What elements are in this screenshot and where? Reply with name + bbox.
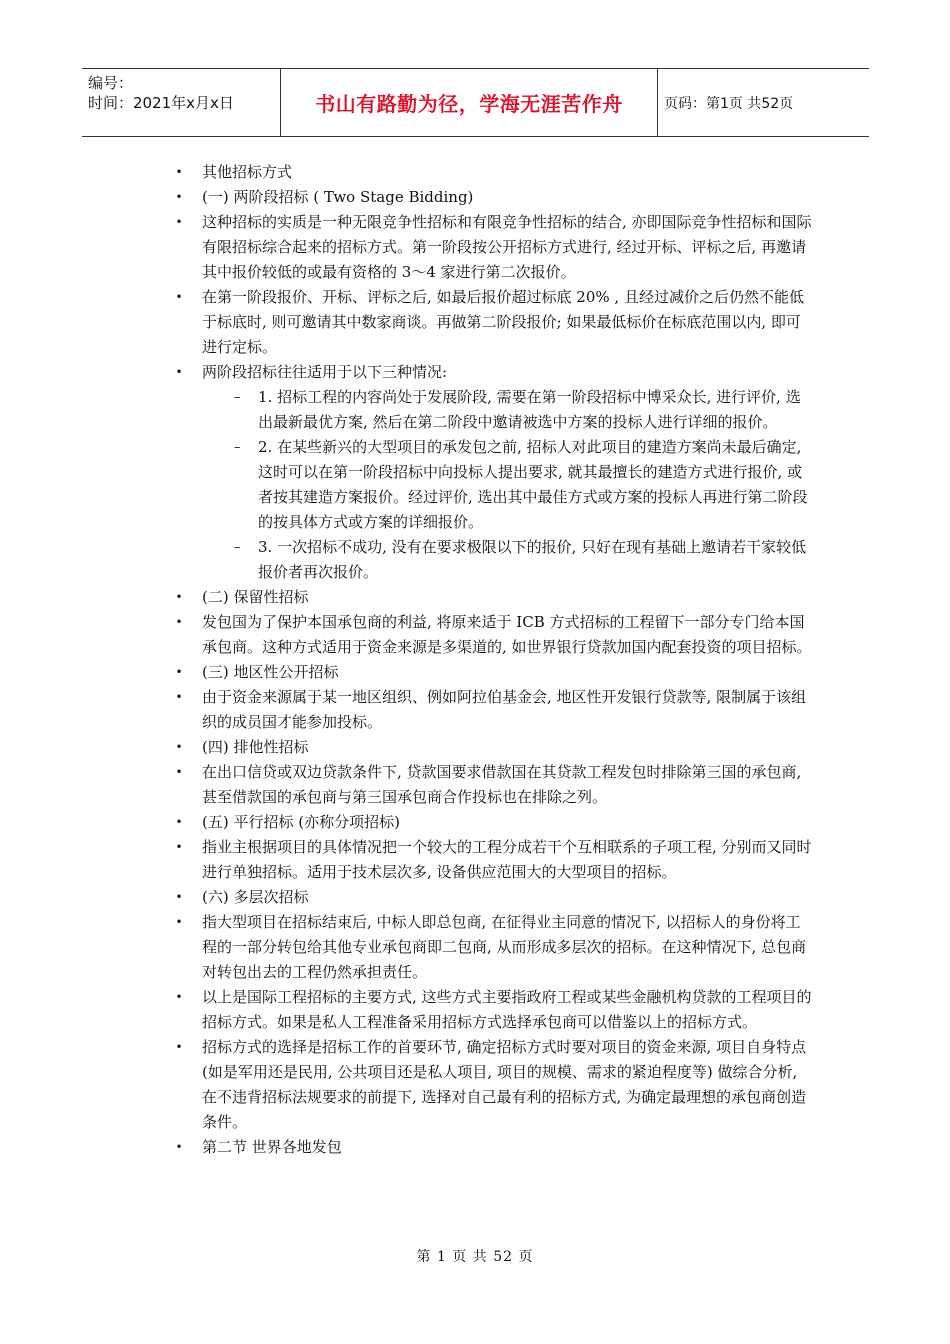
list-item	[172, 360, 812, 385]
bullet-icon: •	[175, 990, 183, 1004]
list-item	[172, 285, 812, 360]
bullet-icon: •	[175, 215, 183, 229]
bullet-icon: •	[175, 765, 183, 779]
list-item	[172, 210, 812, 285]
dash-icon: –	[234, 390, 241, 405]
list-item-text: (五) 平行招标 (亦称分项招标)	[202, 813, 400, 831]
bullet-icon: •	[175, 290, 183, 304]
dash-icon: –	[234, 540, 241, 555]
list-item	[172, 810, 812, 835]
list-item-text: (四) 排他性招标	[202, 738, 309, 756]
list-item	[172, 585, 812, 610]
bullet-icon: •	[175, 840, 183, 854]
list-item	[172, 910, 812, 985]
list-item-text: 两阶段招标往往适用于以下三种情况:	[202, 363, 448, 381]
sub-list-item	[172, 435, 812, 535]
list-item-text: (二) 保留性招标	[202, 588, 309, 606]
list-item-text: 这种招标的实质是一种无限竞争性招标和有限竞争性招标的结合, 亦即国际竞争性招标和国际有限招标综合起来的招标方式。第一阶段按公开招标方式进行, 经过开标、评标之后, 再邀请其中报价较低的或最有资格的 3～4 家进行第二次报价。	[202, 213, 812, 281]
bullet-icon: •	[175, 1040, 183, 1054]
list-item	[172, 985, 812, 1035]
bullet-icon: •	[175, 590, 183, 604]
list-item	[172, 760, 812, 810]
list-item	[172, 685, 812, 735]
list-item	[172, 660, 812, 685]
number-label: 编号：	[88, 74, 134, 92]
bullet-icon: •	[175, 890, 183, 904]
page-footer: 第 1 页 共 52 页	[416, 1249, 534, 1265]
document-body	[172, 160, 812, 1160]
sub-list-item	[172, 535, 812, 585]
sub-list-item-text: 3. 一次招标不成功, 没有在要求极限以下的报价, 只好在现有基础上邀请若干家较低报价者再次报价。	[258, 538, 807, 581]
list-item-text: (六) 多层次招标	[202, 888, 309, 906]
header-page-info: 页码：第1页 共52页	[664, 95, 794, 112]
bullet-icon: •	[175, 740, 183, 754]
list-item	[172, 1135, 812, 1160]
list-item	[172, 1035, 812, 1135]
sub-list-item-text: 2. 在某些新兴的大型项目的承发包之前, 招标人对此项目的建造方案尚未最后确定, 这时可以在第一阶段招标中向投标人提出要求, 就其最擅长的建造方式进行报价, 或者按其建造方案报价。经过评价, 选出其中最佳方式或方案的投标人再进行第二阶段的按具体方式或方案的详细报价。	[258, 438, 808, 531]
list-item-text: 指业主根据项目的具体情况把一个较大的工程分成若干个互相联系的子项工程, 分别而又同时进行单独招标。适用于技术层次多, 设备供应范围大的大型项目的招标。	[202, 838, 812, 881]
bullet-icon: •	[175, 690, 183, 704]
list-item	[172, 610, 812, 660]
list-item	[172, 735, 812, 760]
page-header	[82, 68, 869, 137]
list-item-text: 以上是国际工程招标的主要方式, 这些方式主要指政府工程或某些金融机构贷款的工程项目的招标方式。如果是私人工程准备采用招标方式选择承包商可以借鉴以上的招标方式。	[202, 988, 812, 1031]
bullet-icon: •	[175, 665, 183, 679]
list-item	[172, 160, 812, 185]
bullet-icon: •	[175, 165, 183, 179]
list-item	[172, 835, 812, 885]
list-item-text: 由于资金来源属于某一地区组织、例如阿拉伯基金会, 地区性开发银行贷款等, 限制属于该组织的成员国才能参加投标。	[202, 688, 807, 731]
bullet-icon: •	[175, 815, 183, 829]
list-item-text: 发包国为了保护本国承包商的利益, 将原来适于 ICB 方式招标的工程留下一部分专门给本国承包商。这种方式适用于资金来源是多渠道的, 如世界银行贷款加国内配套投资的项目招标。	[202, 613, 812, 656]
list-item-text: 在第一阶段报价、开标、评标之后, 如最后报价超过标底 20% , 且经过减价之后仍然不能低于标底时, 则可邀请其中数家商谈。再做第二阶段报价; 如果最低标价在标底范围以内, 即可进行定标。	[202, 288, 804, 356]
list-item-text: 在出口信贷或双边贷款条件下, 贷款国要求借款国在其贷款工程发包时排除第三国的承包商, 甚至借款国的承包商与第三国承包商合作投标也在排除之列。	[202, 763, 802, 806]
bullet-icon: •	[175, 915, 183, 929]
list-item-text: (三) 地区性公开招标	[202, 663, 339, 681]
list-item-text: (一) 两阶段招标 ( Two Stage Bidding)	[202, 188, 474, 206]
time-label: 时间：2021年x月x日	[88, 94, 234, 112]
list-item	[172, 185, 812, 210]
header-motto: 书山有路勤为径，学海无涯苦作舟	[281, 69, 658, 136]
bullet-icon: •	[175, 190, 183, 204]
sub-list-item	[172, 385, 812, 435]
list-item-text: 指大型项目在招标结束后, 中标人即总包商, 在征得业主同意的情况下, 以招标人的身份将工程的一部分转包给其他专业承包商即二包商, 从而形成多层次的招标。在这种情况下, 总包商对转包出去的工程仍然承担责任。	[202, 913, 807, 981]
dash-icon: –	[234, 440, 241, 455]
list-item	[172, 885, 812, 910]
sub-list-item-text: 1. 招标工程的内容尚处于发展阶段, 需要在第一阶段招标中博采众长, 进行评价, 选出最新最优方案, 然后在第二阶段中邀请被选中方案的投标人进行详细的报价。	[258, 388, 801, 431]
list-item-text: 其他招标方式	[202, 163, 293, 181]
list-item-text: 第二节 世界各地发包	[202, 1138, 342, 1156]
bullet-icon: •	[175, 615, 183, 629]
list-item-text: 招标方式的选择是招标工作的首要环节, 确定招标方式时要对项目的资金来源, 项目自身特点 (如是军用还是民用, 公共项目还是私人项目, 项目的规模、需求的紧迫程度等) 做综合分析, 在不违背招标法规要求的前提下, 选择对自己最有利的招标方式, 为确定最理想的承包商创造条件。	[202, 1038, 807, 1131]
bullet-icon: •	[175, 365, 183, 379]
header-meta	[82, 69, 281, 136]
bullet-icon: •	[175, 1140, 183, 1154]
